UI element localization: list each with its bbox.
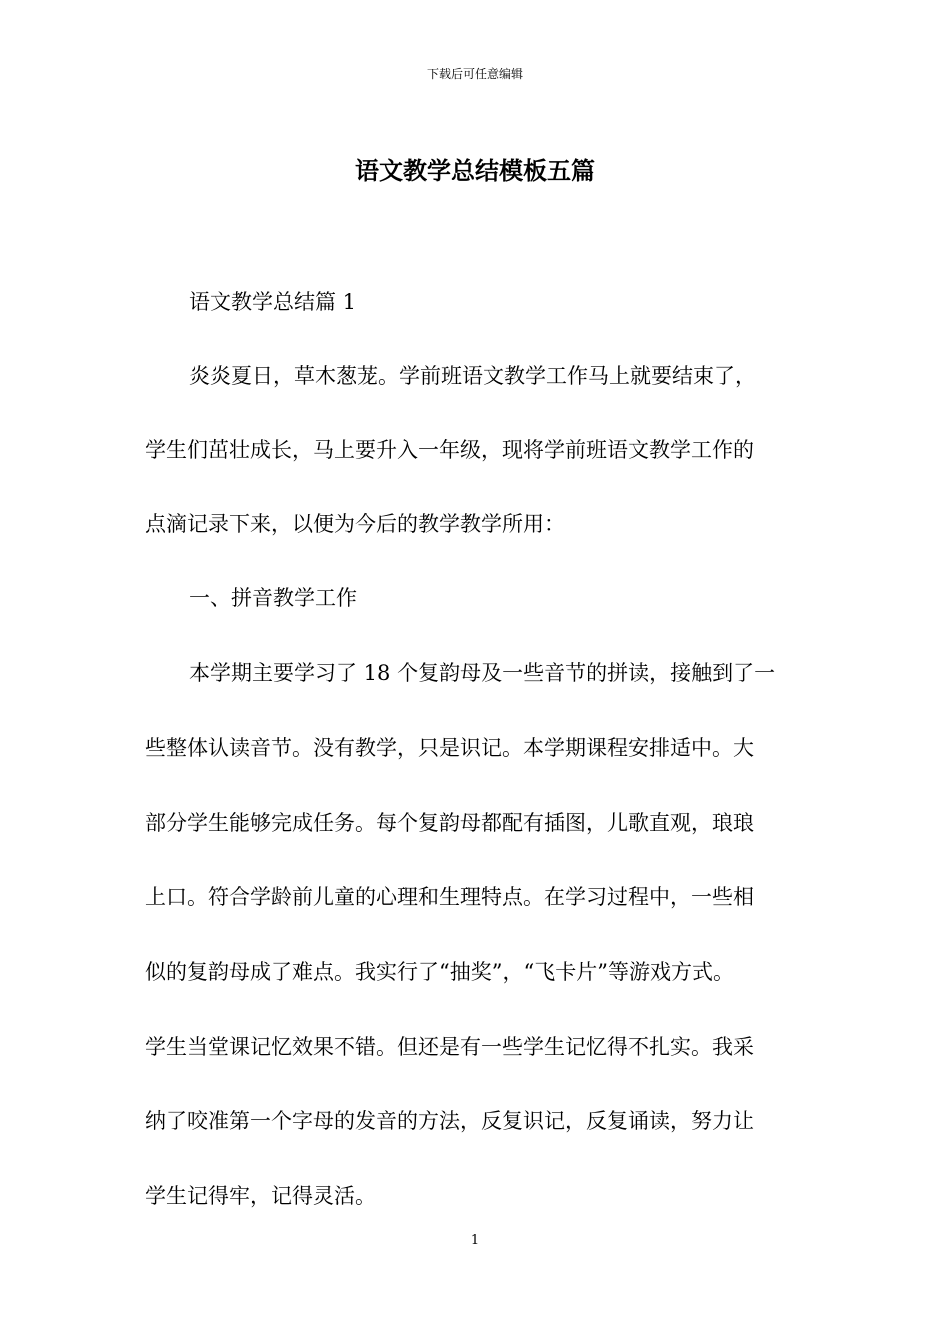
paragraph-line: 学生当堂课记忆效果不错。但还是有一些学生记忆得不扎实。我采 (145, 1035, 754, 1059)
page-number: 1 (470, 1233, 480, 1248)
subsection-heading: 一、拼音教学工作 (189, 586, 357, 610)
document-title: 语文教学总结模板五篇 (355, 156, 595, 185)
header-note: 下载后可任意编辑 (426, 67, 523, 81)
paragraph-line: 似的复韵母成了难点。我实行了“抽奖”，“飞卡片”等游戏方式。 (145, 960, 734, 984)
section-heading: 语文教学总结篇 1 (189, 290, 357, 314)
paragraph-line: 炎炎夏日，草木葱茏。学前班语文教学工作马上就要结束了， (189, 364, 756, 388)
paragraph-line: 学生记得牢，记得灵活。 (145, 1184, 376, 1208)
paragraph-line: 本学期主要学习了 18 个复韵母及一些音节的拼读，接触到了一 (189, 661, 776, 685)
paragraph-line: 学生们茁壮成长，马上要升入一年级，现将学前班语文教学工作的 (145, 438, 754, 462)
paragraph-line: 纳了咬准第一个字母的发音的方法，反复识记，反复诵读，努力让 (145, 1109, 754, 1133)
paragraph-line: 点滴记录下来，以便为今后的教学教学所用： (145, 512, 565, 536)
paragraph-line: 部分学生能够完成任务。每个复韵母都配有插图，儿歌直观，琅琅 (145, 811, 754, 835)
paragraph-line: 些整体认读音节。没有教学，只是识记。本学期课程安排适中。大 (145, 736, 754, 760)
paragraph-line: 上口。符合学龄前儿童的心理和生理特点。在学习过程中，一些相 (145, 885, 754, 909)
